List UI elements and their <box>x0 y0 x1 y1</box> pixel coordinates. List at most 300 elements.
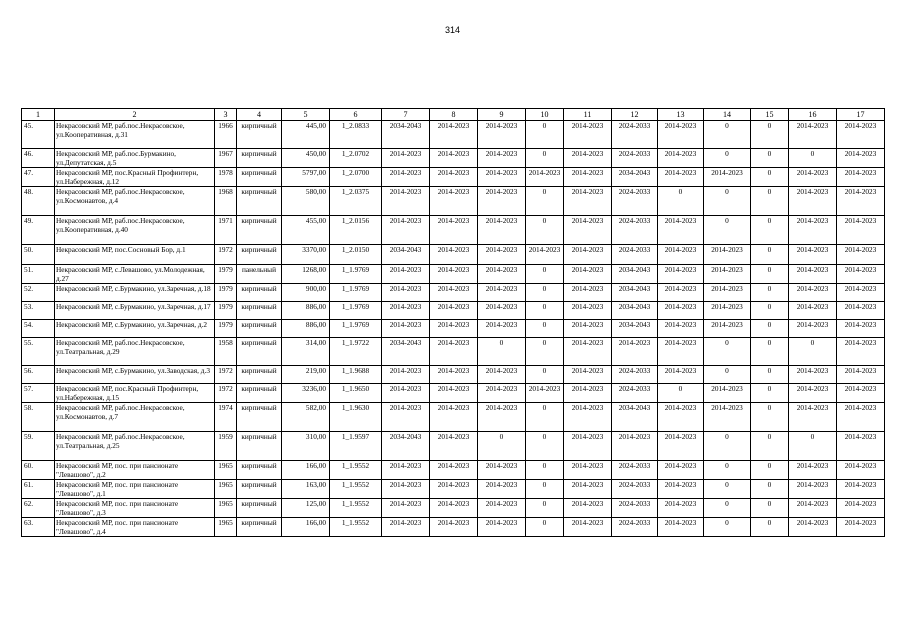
table-cell: 1972 <box>215 366 237 384</box>
table-cell: 2014-2023 <box>430 187 478 216</box>
table-cell: 2014-2023 <box>789 245 837 265</box>
table-cell: 0 <box>704 461 751 480</box>
table-row <box>22 284 885 302</box>
table-cell: 2014-2023 <box>837 480 885 499</box>
table-row <box>22 265 885 284</box>
table-cell: 2014-2023 <box>837 216 885 245</box>
table-cell: 1972 <box>215 245 237 265</box>
table-cell: 1_2.0156 <box>330 216 382 245</box>
table-cell: 2014-2023 <box>658 216 704 245</box>
table-cell: 2034-2043 <box>612 320 658 338</box>
address-cell: Некрасовский МР, раб.пос.Некрасовское, ул.Кооперативная, д.31 <box>55 121 215 149</box>
address-cell: Некрасовский МР, раб.пос.Некрасовское, ул.Космонавтов, д.4 <box>55 187 215 216</box>
table-cell: 2014-2023 <box>430 518 478 537</box>
table-cell: 0 <box>526 461 564 480</box>
row-number: 57. <box>22 384 55 403</box>
table-cell: 2014-2023 <box>704 403 751 432</box>
housing-repair-table <box>21 108 885 537</box>
table-cell: 2024-2033 <box>612 366 658 384</box>
table-cell: 2024-2033 <box>612 121 658 149</box>
table-cell: 1_1.9769 <box>330 302 382 320</box>
table-cell: 2014-2023 <box>382 265 430 284</box>
row-number: 46. <box>22 149 55 168</box>
address-cell: Некрасовский МР, пос. при пансионате "Левашово", д.2 <box>55 461 215 480</box>
table-cell: 2014-2023 <box>564 403 612 432</box>
address-cell: Некрасовский МР, пос. при пансионате "Левашово", д.3 <box>55 499 215 518</box>
table-cell: 2014-2023 <box>430 216 478 245</box>
table-cell: 2014-2023 <box>612 338 658 366</box>
table-cell: 0 <box>526 149 564 168</box>
table-cell: 2014-2023 <box>430 302 478 320</box>
table-cell: 1965 <box>215 518 237 537</box>
table-cell: кирпичный <box>237 320 282 338</box>
table-row <box>22 432 885 461</box>
table-row <box>22 499 885 518</box>
table-cell: 2014-2023 <box>837 432 885 461</box>
table-cell: 2014-2023 <box>382 461 430 480</box>
row-number: 54. <box>22 320 55 338</box>
table-cell: 2014-2023 <box>658 480 704 499</box>
table-body <box>22 109 885 537</box>
table-cell: 450,00 <box>282 149 330 168</box>
table-cell: 0 <box>526 265 564 284</box>
table-cell: 2014-2023 <box>837 284 885 302</box>
table-cell: 0 <box>526 432 564 461</box>
table-row <box>22 121 885 149</box>
table-cell: кирпичный <box>237 499 282 518</box>
table-cell: 2034-2043 <box>612 302 658 320</box>
table-cell: 2014-2023 <box>612 432 658 461</box>
page-number: 314 <box>444 25 461 35</box>
table-cell: 2014-2023 <box>382 366 430 384</box>
table-cell: 3236,00 <box>282 384 330 403</box>
table-cell: 2014-2023 <box>658 265 704 284</box>
table-cell: 2014-2023 <box>430 121 478 149</box>
table-cell: 2014-2023 <box>658 302 704 320</box>
table-cell: 0 <box>751 149 789 168</box>
table-cell: 2014-2023 <box>430 461 478 480</box>
table-row <box>22 320 885 338</box>
table-cell: 1959 <box>215 432 237 461</box>
row-number: 62. <box>22 499 55 518</box>
table-cell: 0 <box>704 187 751 216</box>
table-cell: 1972 <box>215 384 237 403</box>
table-cell: 2014-2023 <box>478 320 526 338</box>
table-cell: 2014-2023 <box>704 384 751 403</box>
table-cell: 2034-2043 <box>382 121 430 149</box>
table-cell: 0 <box>658 187 704 216</box>
table-cell: 2014-2023 <box>478 302 526 320</box>
table-cell: 2014-2023 <box>564 461 612 480</box>
table-cell: 0 <box>789 149 837 168</box>
table-cell: 1968 <box>215 187 237 216</box>
row-number: 47. <box>22 168 55 187</box>
table-cell: 455,00 <box>282 216 330 245</box>
table-cell: 0 <box>751 461 789 480</box>
table-cell: 1979 <box>215 302 237 320</box>
address-cell: Некрасовский МР, пос.Сосновый Бор, д.1 <box>55 245 215 265</box>
column-header: 6 <box>330 109 382 121</box>
table-cell: 310,00 <box>282 432 330 461</box>
table-cell: 5797,00 <box>282 168 330 187</box>
table-cell: 2014-2023 <box>789 461 837 480</box>
header-row <box>22 109 885 121</box>
address-cell: Некрасовский МР, пос. при пансионате "Левашово", д.1 <box>55 480 215 499</box>
table-cell: 1_1.9597 <box>330 432 382 461</box>
table-cell: 0 <box>704 518 751 537</box>
table-cell: 2014-2023 <box>837 121 885 149</box>
table-cell: 582,00 <box>282 403 330 432</box>
column-header: 14 <box>704 109 751 121</box>
column-header: 13 <box>658 109 704 121</box>
table-cell: 0 <box>704 432 751 461</box>
table-cell: 163,00 <box>282 480 330 499</box>
table-cell: 2014-2023 <box>658 432 704 461</box>
table-cell: 2014-2023 <box>430 284 478 302</box>
table-cell: кирпичный <box>237 518 282 537</box>
column-header: 15 <box>751 109 789 121</box>
table-cell: 2014-2023 <box>382 499 430 518</box>
table-cell: 2024-2033 <box>612 216 658 245</box>
column-header: 2 <box>55 109 215 121</box>
column-header: 9 <box>478 109 526 121</box>
table-cell: 2014-2023 <box>837 187 885 216</box>
address-cell: Некрасовский МР, раб.пос.Некрасовское, ул.Кооперативная, д.40 <box>55 216 215 245</box>
table-cell: 2034-2043 <box>612 403 658 432</box>
table-cell: 2014-2023 <box>837 338 885 366</box>
table-cell: 2014-2023 <box>564 216 612 245</box>
table-cell: 2014-2023 <box>658 461 704 480</box>
table-cell: 2014-2023 <box>789 302 837 320</box>
table-cell: 2014-2023 <box>382 403 430 432</box>
table-cell: 2014-2023 <box>564 284 612 302</box>
table-cell: 2014-2023 <box>564 121 612 149</box>
table-cell: 2034-2043 <box>382 432 430 461</box>
table-cell: кирпичный <box>237 384 282 403</box>
column-header: 7 <box>382 109 430 121</box>
address-cell: Некрасовский МР, пос.Красный Профинтерн, ул.Набережная, д.12 <box>55 168 215 187</box>
table-cell: 2014-2023 <box>478 245 526 265</box>
table-cell: 0 <box>704 338 751 366</box>
table-row <box>22 187 885 216</box>
row-number: 51. <box>22 265 55 284</box>
table-cell: 2014-2023 <box>430 168 478 187</box>
address-cell: Некрасовский МР, раб.пос.Некрасовское, ул.Театральная, д.25 <box>55 432 215 461</box>
table-cell: 2014-2023 <box>789 187 837 216</box>
table-row <box>22 518 885 537</box>
table-cell: 0 <box>704 499 751 518</box>
table-cell: 2034-2043 <box>382 338 430 366</box>
table-row <box>22 384 885 403</box>
table-cell: 1979 <box>215 320 237 338</box>
table-cell: 2014-2023 <box>789 284 837 302</box>
table-row <box>22 302 885 320</box>
table-cell: 2024-2033 <box>612 480 658 499</box>
table-cell: 2014-2023 <box>382 168 430 187</box>
table-cell: 2014-2023 <box>564 432 612 461</box>
table-cell: 2014-2023 <box>837 265 885 284</box>
table-cell: 0 <box>751 518 789 537</box>
table-cell: 886,00 <box>282 320 330 338</box>
table-cell: кирпичный <box>237 168 282 187</box>
table-cell: 2014-2023 <box>789 480 837 499</box>
table-cell: 2014-2023 <box>430 265 478 284</box>
table-cell: 314,00 <box>282 338 330 366</box>
table-cell: кирпичный <box>237 187 282 216</box>
address-cell: Некрасовский МР, с.Левашово, ул.Молодежная, д.27 <box>55 265 215 284</box>
table-cell: 1_1.9688 <box>330 366 382 384</box>
table-cell: 1_2.0700 <box>330 168 382 187</box>
table-cell: 580,00 <box>282 187 330 216</box>
row-number: 53. <box>22 302 55 320</box>
table-cell: 0 <box>704 366 751 384</box>
table-cell: 1967 <box>215 149 237 168</box>
row-number: 63. <box>22 518 55 537</box>
column-header: 10 <box>526 109 564 121</box>
column-header: 4 <box>237 109 282 121</box>
table-cell: 2014-2023 <box>564 149 612 168</box>
table-cell: 2014-2023 <box>837 461 885 480</box>
table-cell: 0 <box>751 121 789 149</box>
table-cell: 0 <box>751 302 789 320</box>
table-row <box>22 403 885 432</box>
table-cell: кирпичный <box>237 245 282 265</box>
row-number: 55. <box>22 338 55 366</box>
table-cell: 2024-2033 <box>612 461 658 480</box>
table-cell: 0 <box>478 432 526 461</box>
table-cell: 2014-2023 <box>478 384 526 403</box>
table-cell: 2014-2023 <box>658 168 704 187</box>
table-cell: 0 <box>526 320 564 338</box>
table-cell: 0 <box>789 338 837 366</box>
row-number: 58. <box>22 403 55 432</box>
table-cell: кирпичный <box>237 432 282 461</box>
table-cell: 2014-2023 <box>564 245 612 265</box>
table-cell: 1_1.9769 <box>330 320 382 338</box>
table-cell: 0 <box>526 499 564 518</box>
table-cell: 2014-2023 <box>382 149 430 168</box>
table-cell: кирпичный <box>237 121 282 149</box>
table-cell: 125,00 <box>282 499 330 518</box>
row-number: 61. <box>22 480 55 499</box>
table-cell: 0 <box>526 121 564 149</box>
table-cell: 0 <box>704 149 751 168</box>
table-cell: 1_1.9650 <box>330 384 382 403</box>
table-cell: 0 <box>751 480 789 499</box>
table-cell: 0 <box>751 265 789 284</box>
table-cell: 2014-2023 <box>478 216 526 245</box>
table-cell: кирпичный <box>237 284 282 302</box>
table-cell: 2014-2023 <box>430 499 478 518</box>
table-cell: 2014-2023 <box>564 302 612 320</box>
table-cell: 2014-2023 <box>837 149 885 168</box>
table-cell: 900,00 <box>282 284 330 302</box>
table-cell: 1_1.9630 <box>330 403 382 432</box>
table-cell: 2014-2023 <box>837 245 885 265</box>
table-cell: 2014-2023 <box>478 284 526 302</box>
table-cell: 2014-2023 <box>837 403 885 432</box>
table-cell: 0 <box>751 245 789 265</box>
table-cell: 0 <box>526 403 564 432</box>
table-cell: 2014-2023 <box>382 384 430 403</box>
column-header: 8 <box>430 109 478 121</box>
table-cell: 0 <box>751 168 789 187</box>
table-cell: кирпичный <box>237 149 282 168</box>
table-cell: 2014-2023 <box>430 338 478 366</box>
table-cell: 1_2.0375 <box>330 187 382 216</box>
table-cell: 0 <box>704 216 751 245</box>
table-cell: 0 <box>751 320 789 338</box>
table-cell: 2014-2023 <box>837 302 885 320</box>
table-cell: 2014-2023 <box>837 366 885 384</box>
address-cell: Некрасовский МР, пос. при пансионате "Левашово", д.4 <box>55 518 215 537</box>
table-cell: 2014-2023 <box>478 461 526 480</box>
table-cell: 1_2.0150 <box>330 245 382 265</box>
table-cell: 2014-2023 <box>382 480 430 499</box>
table-cell: 0 <box>526 518 564 537</box>
table-cell: 2014-2023 <box>564 518 612 537</box>
address-cell: Некрасовский МР, с.Бурмакино, ул.Заречная, д.2 <box>55 320 215 338</box>
table-cell: 166,00 <box>282 518 330 537</box>
table-cell: 2024-2033 <box>612 149 658 168</box>
table-cell: 2014-2023 <box>564 320 612 338</box>
table-cell: 1965 <box>215 480 237 499</box>
table-cell: 0 <box>751 284 789 302</box>
table-cell: 166,00 <box>282 461 330 480</box>
table-cell: 2014-2023 <box>478 121 526 149</box>
row-number: 60. <box>22 461 55 480</box>
table-cell: 2014-2023 <box>837 518 885 537</box>
table-cell: 0 <box>526 338 564 366</box>
table-cell: 2014-2023 <box>430 245 478 265</box>
table-cell: 1979 <box>215 265 237 284</box>
table-cell: 0 <box>751 403 789 432</box>
table-cell: 2014-2023 <box>430 403 478 432</box>
address-cell: Некрасовский МР, с.Бурмакино, ул.Заводская, д.3 <box>55 366 215 384</box>
address-cell: Некрасовский МР, раб.пос.Некрасовское, ул.Космонавтов, д.7 <box>55 403 215 432</box>
table-cell: кирпичный <box>237 338 282 366</box>
row-number: 48. <box>22 187 55 216</box>
table-cell: 2034-2043 <box>382 245 430 265</box>
column-header: 1 <box>22 109 55 121</box>
row-number: 45. <box>22 121 55 149</box>
table-cell: 2014-2023 <box>430 432 478 461</box>
table-cell: 2014-2023 <box>526 245 564 265</box>
table-cell: 1978 <box>215 168 237 187</box>
table-cell: 0 <box>478 338 526 366</box>
table-cell: 2014-2023 <box>430 384 478 403</box>
table-cell: 0 <box>526 480 564 499</box>
table-cell: 1268,00 <box>282 265 330 284</box>
table-cell: 2014-2023 <box>478 518 526 537</box>
table-cell: 2014-2023 <box>430 320 478 338</box>
table-cell: 2014-2023 <box>526 384 564 403</box>
table-cell: 1979 <box>215 284 237 302</box>
table-cell: 2014-2023 <box>478 499 526 518</box>
table-cell: 2014-2023 <box>564 499 612 518</box>
table-cell: 0 <box>751 216 789 245</box>
address-cell: Некрасовский МР, пос.Красный Профинтерн, ул.Набережная, д.15 <box>55 384 215 403</box>
table-cell: 2014-2023 <box>658 338 704 366</box>
column-header: 16 <box>789 109 837 121</box>
table-cell: 2014-2023 <box>658 284 704 302</box>
table-cell: 1_1.9722 <box>330 338 382 366</box>
table-cell: 2014-2023 <box>478 480 526 499</box>
table-cell: 1966 <box>215 121 237 149</box>
table-cell: кирпичный <box>237 461 282 480</box>
table-cell: 2014-2023 <box>658 366 704 384</box>
column-header: 5 <box>282 109 330 121</box>
table-cell: 2014-2023 <box>478 187 526 216</box>
table-cell: 2024-2033 <box>612 187 658 216</box>
table-row <box>22 461 885 480</box>
table-cell: 1971 <box>215 216 237 245</box>
table-cell: 2014-2023 <box>564 480 612 499</box>
table-row <box>22 216 885 245</box>
table-cell: 1_2.0833 <box>330 121 382 149</box>
table-cell: 2014-2023 <box>704 265 751 284</box>
table-cell: 2024-2033 <box>612 384 658 403</box>
table-row <box>22 168 885 187</box>
address-cell: Некрасовский МР, раб.пос.Некрасовское, ул.Театральная, д.29 <box>55 338 215 366</box>
table-cell: 2014-2023 <box>526 168 564 187</box>
table-cell: 1974 <box>215 403 237 432</box>
table-cell: 2014-2023 <box>789 320 837 338</box>
table-cell: 2014-2023 <box>704 320 751 338</box>
table-cell: 2014-2023 <box>430 149 478 168</box>
table-cell: 2034-2043 <box>612 265 658 284</box>
table-cell: 0 <box>751 499 789 518</box>
table-cell: 2014-2023 <box>658 149 704 168</box>
table-cell: 0 <box>526 284 564 302</box>
table-cell: 1_1.9552 <box>330 499 382 518</box>
table-cell: 2014-2023 <box>564 265 612 284</box>
table-cell: 2014-2023 <box>382 216 430 245</box>
table-cell: 2014-2023 <box>789 168 837 187</box>
table-cell: 1_1.9552 <box>330 461 382 480</box>
table-cell: 0 <box>751 187 789 216</box>
table-cell: 1_2.0702 <box>330 149 382 168</box>
table-cell: 2024-2033 <box>612 245 658 265</box>
table-cell: 2014-2023 <box>478 366 526 384</box>
table-cell: 2014-2023 <box>837 499 885 518</box>
table-cell: 2014-2023 <box>382 187 430 216</box>
table-cell: 2014-2023 <box>789 499 837 518</box>
table-cell: 0 <box>751 338 789 366</box>
row-number: 50. <box>22 245 55 265</box>
column-header: 17 <box>837 109 885 121</box>
table-cell: 2014-2023 <box>382 302 430 320</box>
table-cell: 2024-2033 <box>612 499 658 518</box>
table-cell: 0 <box>704 480 751 499</box>
table-cell: 2014-2023 <box>382 320 430 338</box>
table-cell: 2014-2023 <box>704 245 751 265</box>
table-cell: 2014-2023 <box>704 284 751 302</box>
table-cell: панельный <box>237 265 282 284</box>
table-cell: 2014-2023 <box>658 403 704 432</box>
table-cell: 0 <box>526 302 564 320</box>
table-cell: кирпичный <box>237 403 282 432</box>
table-cell: 445,00 <box>282 121 330 149</box>
address-cell: Некрасовский МР, с.Бурмакино, ул.Заречная, д.17 <box>55 302 215 320</box>
table-cell: кирпичный <box>237 480 282 499</box>
table-cell: 1_1.9769 <box>330 284 382 302</box>
table-cell: 219,00 <box>282 366 330 384</box>
table-cell: 2014-2023 <box>789 265 837 284</box>
table-cell: 0 <box>526 366 564 384</box>
table-cell: 1_1.9769 <box>330 265 382 284</box>
table-cell: 2014-2023 <box>564 168 612 187</box>
